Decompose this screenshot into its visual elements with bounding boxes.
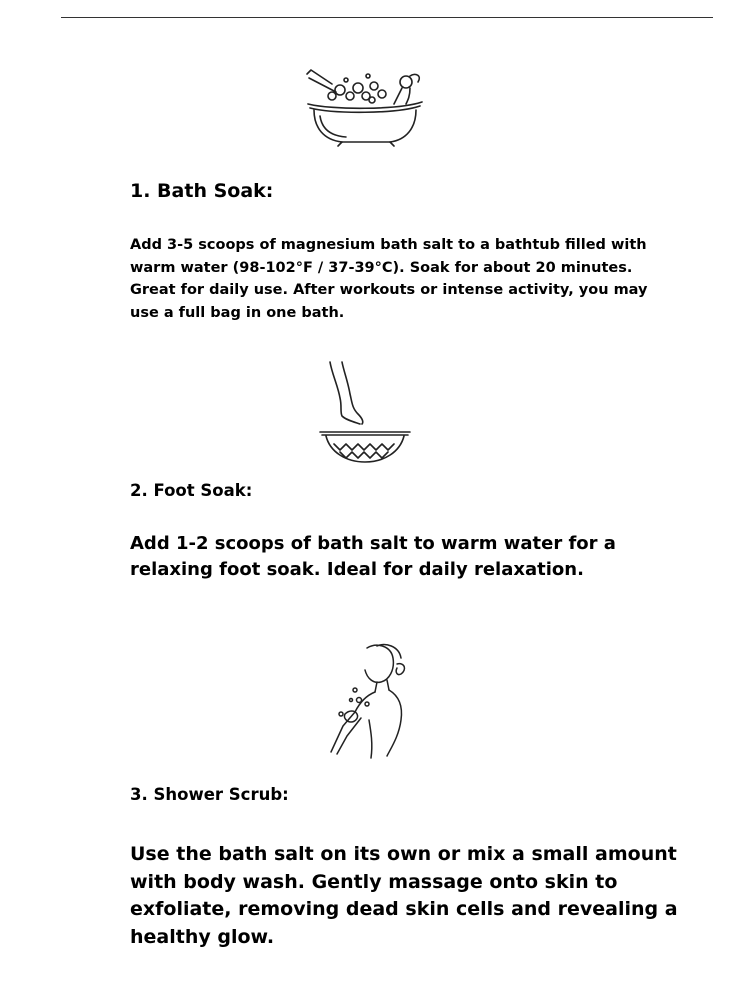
section-body-bath-soak: Add 3-5 scoops of magnesium bath salt to a bathtub filled with warm water (98-102°F / 37-39°C). Soak for about 20 minutes. Great for daily use. After workouts or intense activity, you may use a full bag in one bath. xyxy=(130,237,648,321)
section-heading-shower-scrub: 3. Shower Scrub: xyxy=(130,785,289,804)
bathtub-icon xyxy=(302,66,428,148)
shower-scrub-icon xyxy=(325,640,411,762)
foot-soak-icon xyxy=(318,358,414,468)
section-body-shower-scrub: Use the bath salt on its own or mix a small amount with body wash. Gently massage onto skin to exfoliate, removing dead skin cells and revealing a healthy glow. xyxy=(130,843,678,948)
top-divider xyxy=(61,17,713,18)
section-heading-bath-soak: 1. Bath Soak: xyxy=(130,180,274,202)
section-body-foot-soak: Add 1-2 scoops of bath salt to warm water for a relaxing foot soak. Ideal for daily relaxation. xyxy=(130,533,616,580)
section-heading-foot-soak: 2. Foot Soak: xyxy=(130,481,253,500)
